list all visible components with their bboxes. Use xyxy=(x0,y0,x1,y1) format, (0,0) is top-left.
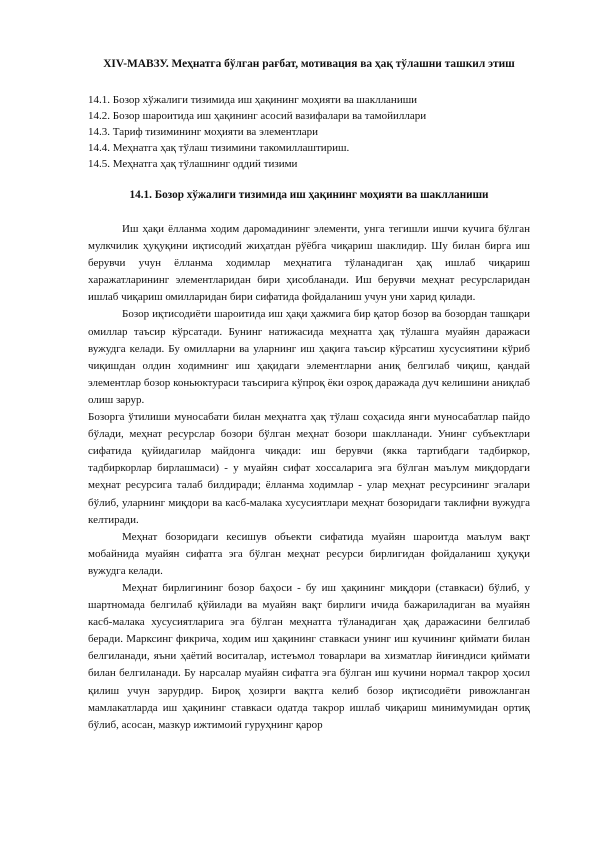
document-page xyxy=(88,56,530,734)
toc-item: 14.5. Меҳнатга ҳақ тўлашнинг оддий тизими xyxy=(88,158,298,170)
toc-item: 14.1. Бозор хўжалиги тизимида иш ҳақининг моҳияти ва шаклланиши xyxy=(88,94,418,106)
table-of-contents xyxy=(88,92,530,172)
body-paragraph: Бозорга ўтилиши муносабати билан меҳнатга ҳақ тўлаш соҳасида янги муносабатлар пайдо бўлади, меҳнат ресурслар бозори бўлган меҳнат бозори шаклланади. Унинг субъектлари сифатида қуйидагилар майдонга чиқади: иш берувчи (якка тартибдаги тадбиркор, тадбиркорлар бирлашмаси) - у муайян сифат хоссаларига эга бўлган маълум миқдордаги меҳнат ресурсига талаб билдиради; ёлланма ходимлар - улар меҳнат ресурсининг эгалари бўлиб, уларнинг миқдори ва касб-малака хусусиятлари меҳнат бозоридаги таклифни вужудга келтиради. xyxy=(88,411,530,526)
section-heading: 14.1. Бозор хўжалиги тизимида иш ҳақининг моҳияти ва шаклланиши xyxy=(129,189,489,201)
body-paragraph: Меҳнат бозоридаги кесишув объекти сифатида муайян шароитда маълум вақт мобайнида муайян сифатга эга бўлган меҳнат ресурси бирлигидан фойдаланиш ҳуқуқи вужудга келади. xyxy=(88,530,530,577)
body-paragraph: Бозор иқтисодиёти шароитида иш ҳақи ҳажмига бир қатор бозор ва бозордан ташқари омиллар таъсир кўрсатади. Бунинг натижасида меҳнатга ҳақ тўлашга муайян даражаси вужудга келади. Бу омилларни ва уларнинг иш ҳақига таъсир кўрсатиш хусусиятини кўриб чиқишдан олдин ходимнинг иш ҳақидаги элементларни аниқ белгилаб чиқиш, қандай элементлар бозор коньюктураси таъсирига кўпроқ ёки озроқ даражада дуч келишини аниқлаб олиш зарур. xyxy=(88,308,530,406)
toc-item: 14.3. Тариф тизимининг моҳияти ва элементлари xyxy=(88,126,318,138)
body-paragraph: Меҳнат бирлигининг бозор баҳоси - бу иш ҳақининг миқдори (ставкаси) бўлиб, у шартномада белгилаб қўйилади ва муайян вақт бирлиги ичида бажариладиган ва муайян касб-малака хусусиятларига эга бўлган меҳнатга тўланадиган ҳақ даражасини белгилаб беради. Марксинг фикрича, ходим иш ҳақининг ставкаси унинг иш кучининг қиймати билан белгиланади, яъни ҳаётий воситалар, истеъмол товарлари ва хизматлар йиғиндиси қиймати билан белгиланади. Бу нарсалар муайян сифатга эга бўлган иш кучини нормал такрор ҳосил қилиш учун зарурдир. Бироқ ҳозирги вақтга келиб бозор иқтисодиёти ривожланган мамлакатларда иш ҳақининг ставкаси одатда такрор ишлаб чиқариш минимумидан ортиқ бўлиб, асосан, мазкур ижтимоий гуруҳнинг қарор xyxy=(88,581,530,731)
body-paragraph: Иш ҳақи ёлланма ходим даромадининг элементи, унга тегишли ишчи кучига бўлган мулкчилик ҳуқуқини иқтисодий жиҳатдан рўёбга чиқариш шаклидир. Шу билан бирга иш берувчи учун ёлланма ходимлар меҳнатига тўланадиган ҳақ ишлаб чиқариш харажатларининг элементларидан бири ҳисобланади. Иш берувчи меҳнат ресурсларидан ишлаб чиқариш омилларидан бири сифатида фойдаланиш учун уни харид қилади. xyxy=(88,223,530,304)
toc-item: 14.4. Меҳнатга ҳақ тўлаш тизимини такомиллаштириш. xyxy=(88,142,350,154)
page-title: XIV-МАВЗУ. Меҳнатга бўлган рағбат, мотивация ва ҳақ тўлашни ташкил этиш xyxy=(103,58,515,70)
toc-item: 14.2. Бозор шароитида иш ҳақининг асосий вазифалари ва тамойиллари xyxy=(88,110,427,122)
